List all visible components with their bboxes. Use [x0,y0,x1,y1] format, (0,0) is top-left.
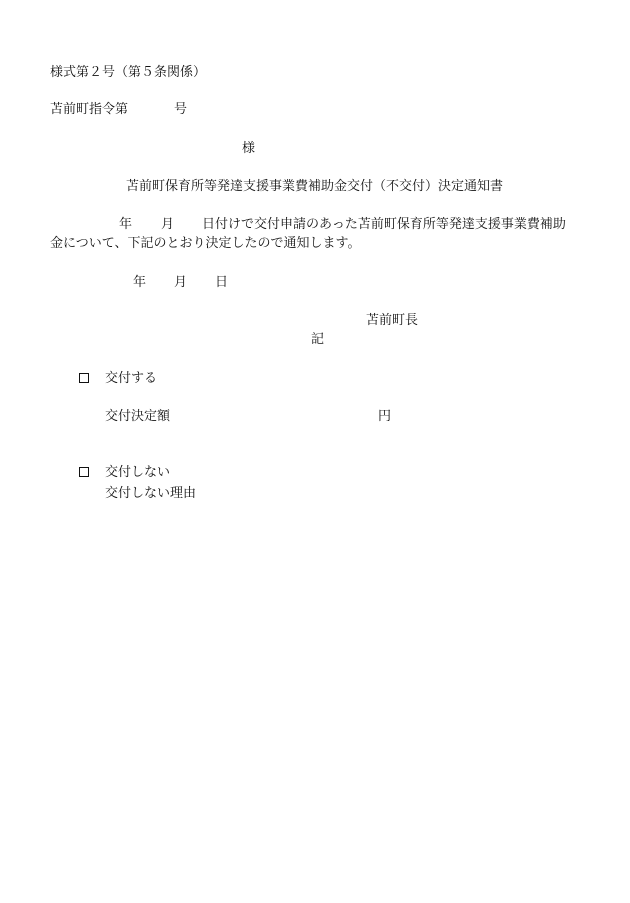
issue-date-year: 年 [133,275,147,290]
ki-heading: 記 [311,332,325,347]
deny-label: 交付しない [105,465,171,480]
grant-label: 交付する [105,371,158,386]
grant-checkbox[interactable] [79,373,89,383]
issuer-name: 苫前町長 [366,313,419,328]
grant-amount-unit: 円 [378,409,392,424]
form-number: 様式第２号（第５条関係） [50,65,207,80]
issue-date-day: 日 [215,275,229,290]
issue-date-month: 月 [174,275,188,290]
deny-checkbox[interactable] [79,467,89,477]
directive-suffix: 号 [174,102,188,117]
body-date-month: 月 [161,217,175,232]
addressee-suffix: 様 [242,141,256,156]
body-line2-text: 金について、下記のとおり決定したので通知します。 [50,236,361,251]
body-line1-text: 日付けで交付申請のあった苫前町保育所等発達支援事業費補助 [202,217,566,232]
grant-amount-label: 交付決定額 [105,409,171,424]
document-title: 苫前町保育所等発達支援事業費補助金交付（不交付）決定通知書 [126,179,504,194]
deny-reason-label: 交付しない理由 [105,486,197,501]
body-date-year: 年 [119,217,133,232]
directive-prefix: 苫前町指令第 [50,102,129,117]
